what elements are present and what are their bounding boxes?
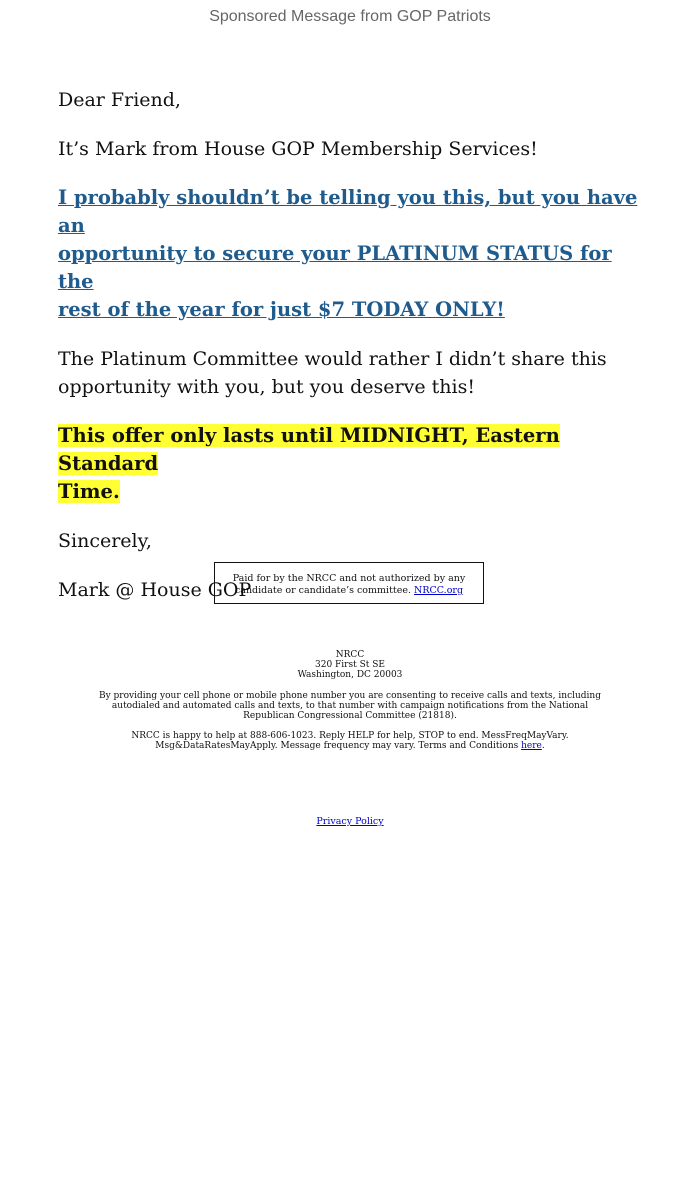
- sponsored-banner: Sponsored Message from GOP Patriots: [209, 8, 491, 25]
- help-line-1: NRCC is happy to help at 888-606-1023. Reply HELP for help, STOP to end. MessFreqMayVary.: [131, 731, 569, 742]
- footer: [90, 650, 610, 762]
- body-line-2: opportunity with you, but you deserve this!: [58, 376, 475, 398]
- footer-address-1: 320 First St SE: [315, 660, 385, 671]
- consent-line-3: Republican Congressional Committee (21818).: [243, 711, 457, 722]
- letter-body: [58, 86, 648, 625]
- terms-here-link[interactable]: here: [521, 741, 542, 752]
- headline-line-1: I probably shouldn’t be telling you this, but you have an: [58, 186, 638, 237]
- deadline-line-2: Time.: [58, 480, 120, 503]
- help-line-2: Msg&DataRatesMayApply. Message frequency may vary. Terms and Conditions: [155, 741, 519, 752]
- privacy-policy-row: [0, 816, 700, 827]
- privacy-policy-link[interactable]: Privacy Policy: [316, 816, 384, 827]
- footer-address: [90, 650, 610, 681]
- deadline-line-1: This offer only lasts until MIDNIGHT, Eastern Standard: [58, 424, 560, 475]
- deadline-paragraph: [58, 422, 648, 506]
- body-paragraph: [58, 345, 648, 401]
- disclaimer-line-2: candidate or candidate’s committee.: [234, 584, 411, 596]
- closing: Sincerely,: [58, 530, 152, 552]
- footer-help: [90, 731, 610, 751]
- body-line-1: The Platinum Committee would rather I didn’t share this: [58, 348, 607, 370]
- headline-line-3: rest of the year for just $7 TODAY ONLY!: [58, 298, 505, 321]
- paid-for-disclaimer-box: [214, 562, 484, 604]
- nrcc-org-link[interactable]: NRCC.org: [414, 584, 464, 596]
- platinum-offer-link[interactable]: [58, 186, 637, 321]
- headline-line-2: opportunity to secure your PLATINUM STATUS for the: [58, 242, 612, 293]
- intro-paragraph: It’s Mark from House GOP Membership Services!: [58, 138, 538, 160]
- consent-line-2: autodialed and automated calls and texts, to that number with campaign notifications from the National: [111, 700, 589, 711]
- greeting: Dear Friend,: [58, 89, 181, 111]
- consent-line-1: By providing your cell phone or mobile phone number you are consenting to receive calls and texts, including: [98, 690, 601, 701]
- footer-org: NRCC: [335, 650, 365, 660]
- signature: Mark @ House GOP: [58, 579, 252, 601]
- footer-address-2: Washington, DC 20003: [297, 670, 403, 681]
- disclaimer-line-1: Paid for by the NRCC and not authorized by any: [232, 573, 466, 584]
- headline-paragraph: [58, 184, 648, 324]
- footer-consent: [90, 691, 610, 722]
- help-period: .: [541, 741, 545, 752]
